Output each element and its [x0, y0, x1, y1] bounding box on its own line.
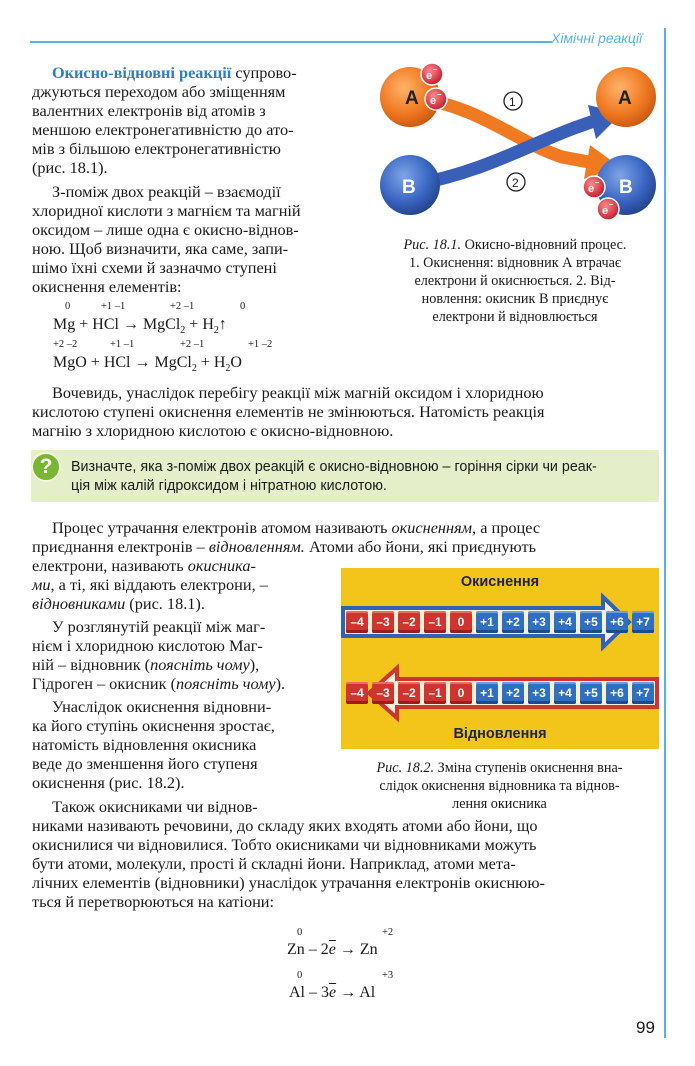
ox-state: +1 –1 — [110, 339, 135, 350]
page-edge-rule — [664, 28, 666, 1038]
section-title: Хімічні реакції — [551, 30, 643, 46]
ox-scale-cell: +1 — [476, 682, 498, 704]
figure-oxidation-scale — [341, 568, 659, 749]
ox-scale-cell: +1 — [476, 611, 498, 633]
ox-state: +2 –1 — [180, 339, 205, 350]
paragraph-oxidizers-substances: Також окисниками чи віднов- никами називають речовини, до складу яких входять атоми або йони, що окиснилися чи відновилися. Тобто окисниками чи відновниками можуть бути атоми, молекули, прості й складні йони. Наприклад, атоми мета- лічних елементів (відновники) унаслідок утрачання електронів окиснюю- ться й перетворюються на катіони: — [32, 797, 545, 911]
ox-scale-cell: +2 — [502, 682, 524, 704]
svg-text:A: A — [405, 88, 419, 109]
oxidation-label: Окиснення — [460, 574, 540, 590]
ox-scale-cell: +4 — [554, 611, 576, 633]
header-rule — [30, 41, 552, 43]
scale-arrows — [341, 568, 659, 749]
svg-text:B: B — [402, 177, 416, 198]
electron-icon — [583, 176, 605, 198]
ox-scale-cell: +2 — [502, 611, 524, 633]
ox-scale-cell: –1 — [424, 682, 446, 704]
electron-icon — [421, 63, 443, 85]
ox-state: +2 –2 — [53, 339, 78, 350]
svg-text:e: e — [430, 95, 437, 107]
ox-scale-cell: 0 — [450, 611, 472, 633]
ox-scale-cell: +4 — [554, 682, 576, 704]
term-redox-reactions: Окисно-відновні реакції — [52, 63, 232, 82]
ox-state: +1 –1 — [101, 301, 126, 312]
paragraph-oxidation-definition: Процес утрачання електронів атомом називають окисненням, а процес приєднання електронів – відновленням. Атоми або йони, які приєднують — [32, 518, 541, 556]
ox-scale-cell: +5 — [580, 682, 602, 704]
ox-scale-cell: –2 — [398, 611, 420, 633]
paragraph-two-reactions: З-поміж двох реакцій – взаємодії хлоридної кислоти з магнієм та магній оксидом – лише одна є окисно-віднов- ною. Щоб визначити, яка саме, запи- шімо їхні схеми й зазначмо ступені окиснення елементів: — [32, 182, 301, 296]
electron-icon — [597, 198, 619, 220]
svg-text:e: e — [426, 70, 433, 82]
reduction-label: Відновлення — [453, 726, 547, 742]
ox-state: 0 — [240, 301, 246, 312]
ox-scale-row-top — [344, 611, 656, 633]
electron-icon — [425, 88, 447, 110]
svg-text:1: 1 — [509, 95, 516, 109]
ox-scale-cell: +3 — [528, 682, 550, 704]
gas-arrow: ↑ — [218, 316, 227, 333]
svg-text:2: 2 — [512, 176, 519, 190]
ox-scale-cell: +6 — [606, 682, 628, 704]
ox-scale-cell: –4 — [346, 682, 368, 704]
ox-scale-cell: –4 — [346, 611, 368, 633]
ox-state: 0 — [65, 301, 71, 312]
ox-scale-cell: –3 — [372, 611, 394, 633]
ox-scale-cell: +5 — [580, 611, 602, 633]
page-number: 99 — [636, 1018, 655, 1037]
svg-text:B: B — [619, 177, 633, 198]
task-box — [31, 450, 659, 502]
ox-scale-cell: +3 — [528, 611, 550, 633]
svg-text:–: – — [433, 65, 438, 74]
paragraph-oxidizers-reducers: електрони, називають окисника- ми, а ті, які віддають електрони, – відновниками (рис. 18.1). — [32, 556, 268, 613]
paragraph-mg-example: У розглянутій реакції між маг- нієм і хлоридною кислотою Маг- ній – відновник (поясніть чому), Гідроген – окисник (поясніть чому). — [32, 617, 286, 693]
figure-redox-process — [372, 55, 662, 230]
svg-text:e: e — [602, 205, 609, 217]
ox-state: +2 –1 — [170, 301, 195, 312]
ox-scale-cell: –3 — [372, 682, 394, 704]
ox-scale-cell: +7 — [632, 682, 654, 704]
svg-text:A: A — [618, 88, 632, 109]
question-icon: ? — [31, 452, 61, 482]
figure-18-1-caption: Рис. 18.1. Окисно-відновний процес. 1. Окиснення: відновник А втрачає електрони й окиснюється. 2. Від- новлення: окисник В приєднує електрони й відновлюється — [403, 237, 627, 325]
ox-scale-row-bottom — [344, 682, 656, 704]
paragraph-conclusion: Вочевидь, унаслідок перебігу реакції між магній оксидом і хлоридною кислотою ступені окиснення елементів не змінюються. Натомість реакція магнію з хлоридною кислотою є окисно-відновною. — [32, 383, 545, 440]
term-oxidation: окисненням, — [391, 518, 477, 537]
paragraph-redox-definition: Окисно-відновні реакції супрово- джуються переходом або зміщенням валентних електронів від атомів з меншою електронегативністю до ато- мів з більшою електронегативністю (рис. 18.1). — [32, 63, 297, 177]
ox-scale-cell: +7 — [632, 611, 654, 633]
ox-state: +1 –2 — [248, 339, 273, 350]
term-reduction: відновленням. — [208, 537, 305, 556]
figure-18-2-caption: Рис. 18.2. Зміна ступенів окиснення вна- слідок окиснення відновника та віднов- лення окисника — [376, 760, 623, 812]
ox-scale-cell: +6 — [606, 611, 628, 633]
ox-scale-cell: –1 — [424, 611, 446, 633]
task-text: Визначте, яка з-поміж двох реакцій є окисно-відновною – горіння сірки чи реак- ція між калій гідроксидом і нітратною кислотою. — [71, 459, 597, 494]
svg-text:e: e — [588, 183, 595, 195]
paragraph-ox-state-change: Унаслідок окиснення відновни- ка його ступінь окиснення зростає, натомість відновлення окисника веде до зменшення його ступеня окиснення (рис. 18.2). — [32, 697, 275, 792]
svg-text:–: – — [437, 90, 442, 99]
svg-text:–: – — [595, 178, 600, 187]
ox-scale-cell: –2 — [398, 682, 420, 704]
svg-text:–: – — [609, 200, 614, 209]
ox-scale-cell: 0 — [450, 682, 472, 704]
